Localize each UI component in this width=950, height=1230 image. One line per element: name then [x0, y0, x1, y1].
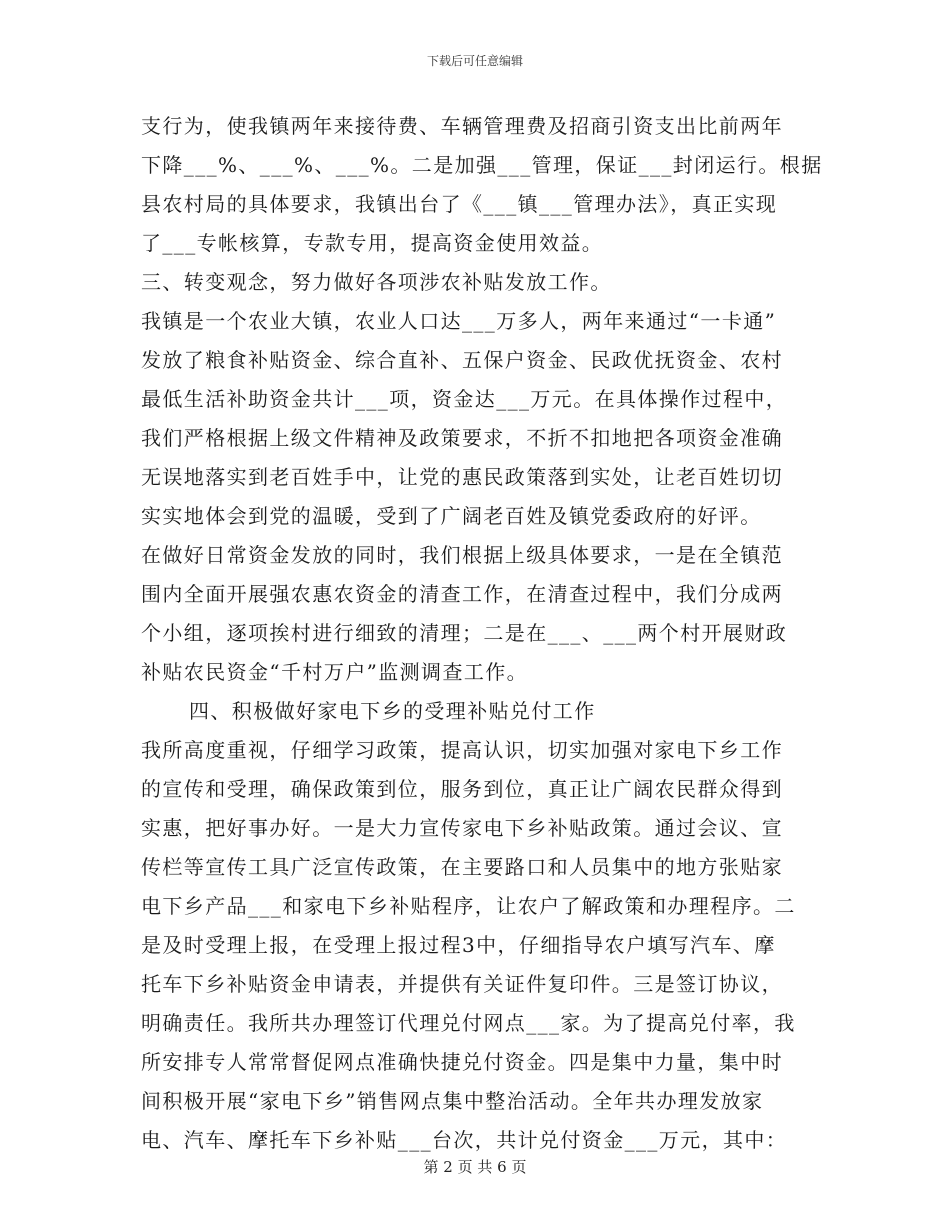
- text-line: 支行为，使我镇两年来接待费、车辆管理费及招商引资支出比前两年: [141, 114, 783, 138]
- section-heading: 四、积极做好家电下乡的受理补贴兑付工作: [189, 699, 596, 723]
- text-line: 实惠，把好事办好。一是大力宣传家电下乡补贴政策。通过会议、宣: [141, 816, 783, 840]
- text-line: 所安排专人常常督促网点准确快捷兑付资金。四是集中力量，集中时: [141, 1050, 783, 1074]
- text-line: 传栏等宣传工具广泛宣传政策，在主要路口和人员集中的地方张贴家: [141, 855, 783, 879]
- text-line: 我镇是一个农业大镇，农业人口达___万多人，两年来通过“一卡通”: [141, 309, 777, 333]
- document-body: [141, 107, 823, 1160]
- text-line: 围内全面开展强农惠农资金的清查工作，在清查过程中，我们分成两: [141, 582, 783, 606]
- text-line: 托车下乡补贴资金申请表，并提供有关证件复印件。三是签订协议，: [141, 972, 783, 996]
- text-line: 明确责任。我所共办理签订代理兑付网点___家。为了提高兑付率，我: [141, 1011, 796, 1035]
- page-footer: 第 2 页 共 6 页: [423, 1158, 527, 1176]
- text-line: 发放了粮食补贴资金、综合直补、五保户资金、民政优抚资金、农村: [141, 348, 783, 372]
- text-line: 补贴农民资金“千村万户”监测调查工作。: [141, 660, 529, 684]
- text-line: 我所高度重视，仔细学习政策，提高认识，切实加强对家电下乡工作: [141, 738, 783, 762]
- page-header: 下载后可任意编辑: [426, 54, 523, 68]
- text-line: 实实地体会到党的温暖，受到了广阔老百姓及镇党委政府的好评。: [141, 504, 762, 528]
- text-line: 在做好日常资金发放的同时，我们根据上级具体要求，一是在全镇范: [141, 543, 783, 567]
- text-line: 的宣传和受理，确保政策到位，服务到位，真正让广阔农民群众得到: [141, 777, 783, 801]
- text-line: 是及时受理上报，在受理上报过程3中，仔细指导农户填写汽车、摩: [141, 933, 776, 957]
- text-line: 了___专帐核算，专款专用，提高资金使用效益。: [141, 231, 604, 255]
- text-line: 电下乡产品___和家电下乡补贴程序，让农户了解政策和办理程序。二: [141, 894, 796, 918]
- text-line: 我们严格根据上级文件精神及政策要求，不折不扣地把各项资金准确: [141, 426, 783, 450]
- text-line: 个小组，逐项挨村进行细致的清理；二是在___、___两个村开展财政: [141, 621, 788, 645]
- text-line: 无误地落实到老百姓手中，让党的惠民政策落到实处，让老百姓切切: [141, 465, 783, 489]
- section-heading: 三、转变观念，努力做好各项涉农补贴发放工作。: [141, 270, 612, 294]
- text-line: 县农村局的具体要求，我镇出台了《___镇___管理办法》，真正实现: [141, 192, 778, 216]
- text-line: 电、汽车、摩托车下乡补贴___台次，共计兑付资金___万元，其中：: [141, 1128, 788, 1152]
- text-line: 最低生活补助资金共计___项，资金达___万元。在具体操作过程中，: [141, 387, 788, 411]
- text-line: 间积极开展“家电下乡”销售网点集中整治活动。全年共办理发放家: [141, 1089, 764, 1113]
- text-line: 下降___%、___%、___%。二是加强___管理，保证___封闭运行。根据: [141, 153, 823, 177]
